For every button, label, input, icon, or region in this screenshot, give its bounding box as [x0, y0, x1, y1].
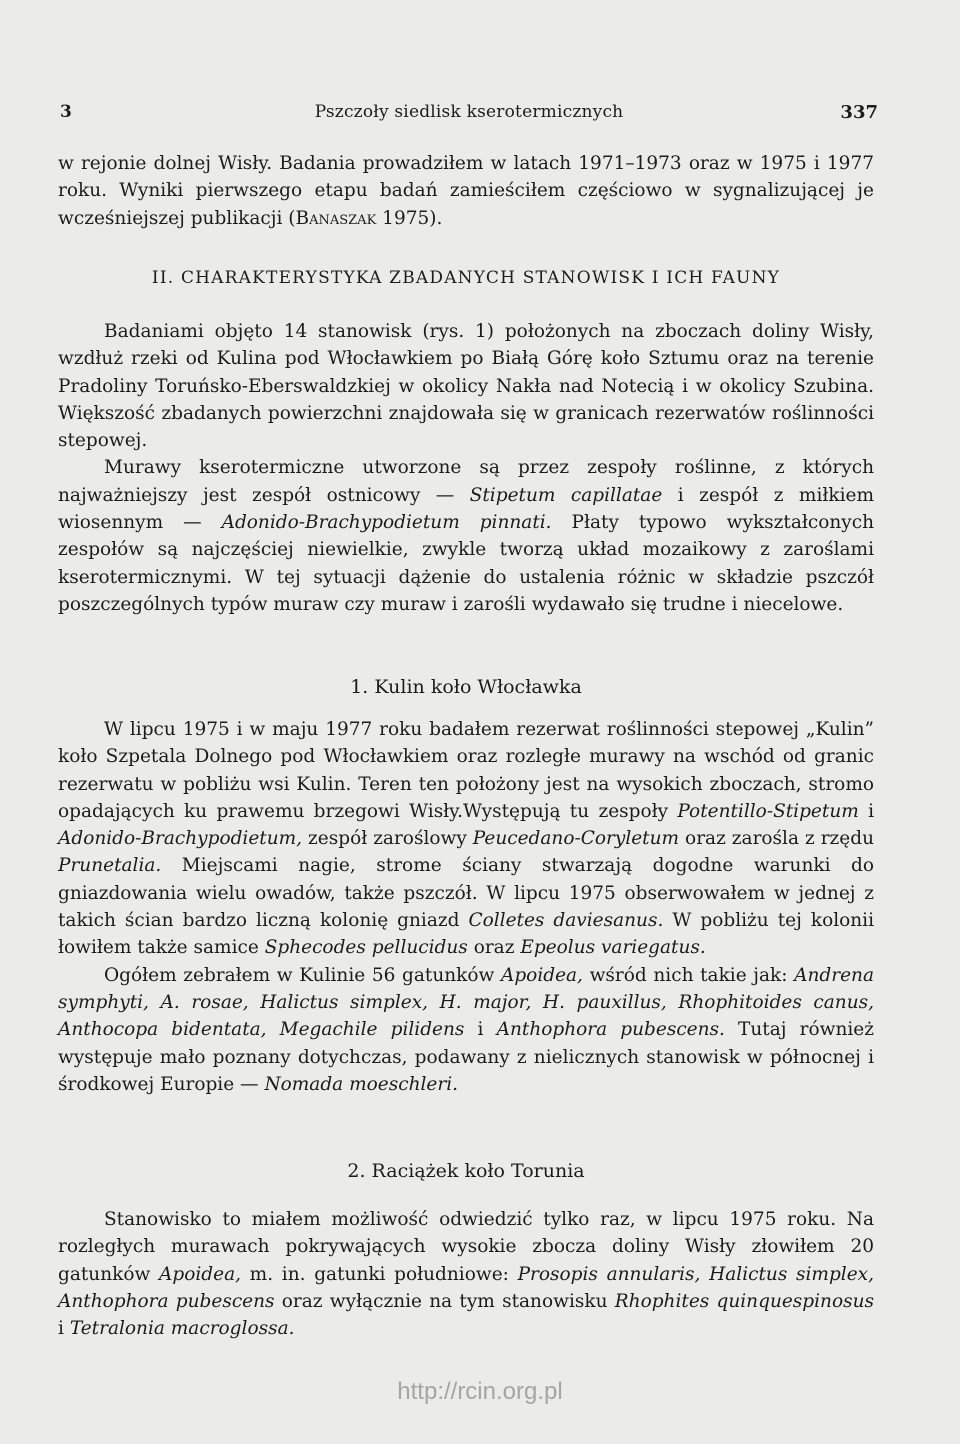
intro-paragraph: w rejonie dolnej Wisły. Badania prowadziłem w latach 1971–1973 oraz w 1975 i 1977 roku. Wyniki pierwszego etapu badań zamieściłem częściowo w sygnalizującej je wcześniejszej publikacji (Banaszak 1975). — [58, 153, 874, 229]
author-citation: Banaszak — [295, 207, 377, 229]
page-number: 337 — [840, 102, 878, 123]
paragraph-4: Ogółem zebrałem w Kulinie 56 gatunków Apoidea, wśród nich takie jak: Andrena symphyti, A. rosae, Halictus simplex, H. major, H. pauxillus, Rhophitoides canus, Anthocopa bidentata, Megachile pilidens i Anthophora pubescens. Tutaj również występuje mało poznany dotychczas, podawany z nielicznych stanowisk w północnej i środkowej Europie — Nomada moeschleri. — [58, 964, 874, 1095]
running-title: Pszczoły siedlisk kserotermicznych — [314, 102, 624, 122]
page-header — [60, 102, 878, 130]
paragraph-1: Badaniami objęto 14 stanowisk (rys. 1) położonych na zboczach doliny Wisły, wzdłuż rzeki od Kulina pod Włocławkiem po Białą Górę koło Sztumu oraz na terenie Pradoliny Toruńsko-Eberswaldzkiej w okolicy Nakła nad Notecią i w okolicy Szubina. Większość zbadanych powierzchni znajdowała się w granicach rezerwatów roślinności stepowej. — [58, 321, 874, 452]
body-block-3 — [58, 1206, 874, 1342]
header-left-number: 3 — [60, 102, 72, 122]
body-block-1 — [58, 318, 874, 618]
section-heading: II. CHARAKTERYSTYKA ZBADANYCH STANOWISK I ICH FAUNY — [151, 268, 781, 288]
body-block-2 — [58, 716, 874, 1098]
paragraph-5: Stanowisko to miałem możliwość odwiedzić tylko raz, w lipcu 1975 roku. Na rozległych murawach pokrywających wysokie zbocza doliny Wisły złowiłem 20 gatunków Apoidea, m. in. gatunki południowe: Prosopis annularis, Halictus simplex, Anthophora pubescens oraz wyłącznie na tym stanowisku Rhophites quinquespinosus i Tetralonia macroglossa. — [58, 1209, 875, 1340]
subheading-raciazek: 2. Raciążek koło Torunia — [347, 1160, 585, 1182]
paragraph-2: Murawy kserotermiczne utworzone są przez zespoły roślinne, z których najważniejszy jest zespół ostnicowy — Stipetum capillatae i zespół z miłkiem wiosennym — Adonido-Brachypodietum pinnati. Płaty typowo wykształconych zespołów są najczęściej niewielkie, zwykle tworzą układ mozaikowy z zaroślami kserotermicznymi. W tej sytuacji dążenie do ustalenia różnic w składzie pszczół poszczególnych typów muraw czy muraw i zarośli wydawało się trudne i niecelowe. — [58, 457, 874, 615]
subheading-kulin: 1. Kulin koło Włocławka — [350, 676, 582, 698]
watermark-url: http://rcin.org.pl — [397, 1378, 563, 1405]
paragraph-3: W lipcu 1975 i w maju 1977 roku badałem rezerwat roślinności stepowej „Kulin” koło Szpetala Dolnego pod Włocławkiem oraz rozległe murawy na wschód od granic rezerwatu w pobliżu wsi Kulin. Teren ten położony jest na wysokich zboczach, stromo opadających ku prawemu brzegowi Wisły.Występują tu zespoły Potentillo-Stipetum i Adonido-Brachypodietum, zespół zaroślowy Peucedano-Coryletum oraz zarośla z rzędu Prunetalia. Miejscami nagie, strome ściany stwarzają dogodne warunki do gniazdowania wielu owadów, także pszczół. W lipcu 1975 obserwowałem w jednej z takich ścian bardzo liczną kolonię gniazd Colletes daviesanus. W pobliżu tej kolonii łowiłem także samice Sphecodes pellucidus oraz Epeolus variegatus. — [58, 719, 875, 959]
